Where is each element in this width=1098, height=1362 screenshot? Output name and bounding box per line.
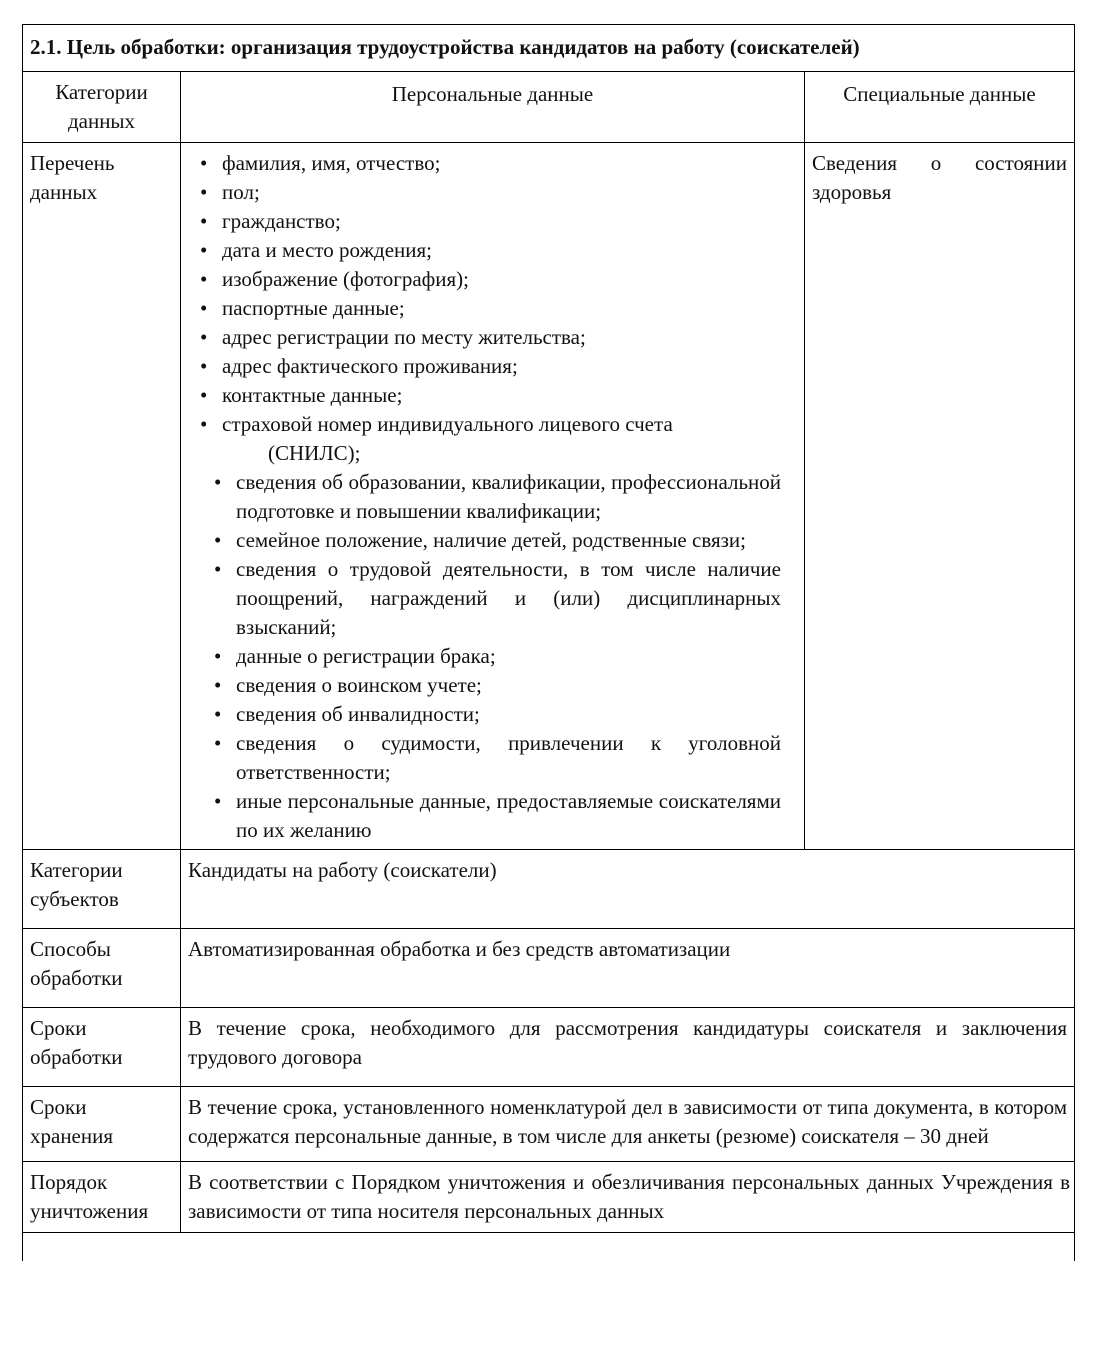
list-item: • адрес регистрации по месту жительства; bbox=[188, 323, 797, 352]
data-list-row bbox=[23, 143, 1075, 850]
destruction-row bbox=[23, 1162, 1075, 1233]
list-item: • паспортные данные; bbox=[188, 294, 797, 323]
list-item: • изображение (фотография); bbox=[188, 265, 797, 294]
processing-period-value: В течение срока, необходимого для рассмотрения кандидатуры соискателя и заключения трудового договора bbox=[181, 1008, 1075, 1087]
table-continuation bbox=[23, 1233, 1075, 1262]
methods-value: Автоматизированная обработка и без средств автоматизации bbox=[181, 929, 1075, 1008]
list-item: • сведения об образовании, квалификации, профессиональной подготовке и повышении квалификации; bbox=[188, 468, 797, 526]
snils-continuation: (СНИЛС); bbox=[268, 441, 361, 465]
header-personal-data: Персональные данные bbox=[181, 72, 805, 143]
table-title: 2.1. Цель обработки: организация трудоустройства кандидатов на работу (соискателей) bbox=[23, 25, 1075, 72]
subjects-label: Категории субъектов bbox=[23, 850, 181, 929]
list-item: • сведения об инвалидности; bbox=[188, 700, 797, 729]
storage-period-label: Сроки хранения bbox=[23, 1087, 181, 1162]
processing-purpose-table bbox=[22, 24, 1075, 1261]
list-item: • адрес фактического проживания; bbox=[188, 352, 797, 381]
document bbox=[22, 24, 1074, 1261]
destruction-value: В соответствии с Порядком уничтожения и обезличивания персональных данных Учреждения в зависимости от типа носителя персональных данных bbox=[181, 1162, 1075, 1233]
title-row bbox=[23, 25, 1075, 72]
list-item: • сведения о судимости, привлечении к уголовной ответственности; bbox=[188, 729, 797, 787]
list-item: • данные о регистрации брака; bbox=[188, 642, 797, 671]
list-item: • пол; bbox=[188, 178, 797, 207]
list-item: • сведения о воинском учете; bbox=[188, 671, 797, 700]
methods-label: Способы обработки bbox=[23, 929, 181, 1008]
table-continuation-row bbox=[23, 1233, 1075, 1262]
personal-data-cell bbox=[181, 143, 805, 850]
processing-period-row bbox=[23, 1008, 1075, 1087]
list-item: • семейное положение, наличие детей, родственные связи; bbox=[188, 526, 797, 555]
list-item: • дата и место рождения; bbox=[188, 236, 797, 265]
header-categories: Категории данных bbox=[23, 72, 181, 143]
list-item: • страховой номер индивидуального лицевого счета (СНИЛС); bbox=[188, 410, 797, 468]
processing-period-label: Сроки обработки bbox=[23, 1008, 181, 1087]
methods-row bbox=[23, 929, 1075, 1008]
destruction-label: Порядок уничтожения bbox=[23, 1162, 181, 1233]
list-item: • контактные данные; bbox=[188, 381, 797, 410]
special-data-cell: Сведения о состоянии здоровья bbox=[805, 143, 1075, 850]
list-item: • гражданство; bbox=[188, 207, 797, 236]
storage-period-value: В течение срока, установленного номенклатурой дел в зависимости от типа документа, в котором содержатся персональные данные, в том числе для анкеты (резюме) соискателя – 30 дней bbox=[181, 1087, 1075, 1162]
storage-period-row bbox=[23, 1087, 1075, 1162]
data-list-label: Перечень данных bbox=[23, 143, 181, 850]
header-special-data: Специальные данные bbox=[805, 72, 1075, 143]
list-item: • сведения о трудовой деятельности, в том числе наличие поощрений, награждений и (или) дисциплинарных взысканий; bbox=[188, 555, 797, 642]
list-item: • иные персональные данные, предоставляемые соискателями по их желанию bbox=[188, 787, 797, 845]
list-item: • фамилия, имя, отчество; bbox=[188, 149, 797, 178]
header-row bbox=[23, 72, 1075, 143]
personal-data-list bbox=[188, 149, 797, 845]
subjects-value: Кандидаты на работу (соискатели) bbox=[181, 850, 1075, 929]
subjects-row bbox=[23, 850, 1075, 929]
